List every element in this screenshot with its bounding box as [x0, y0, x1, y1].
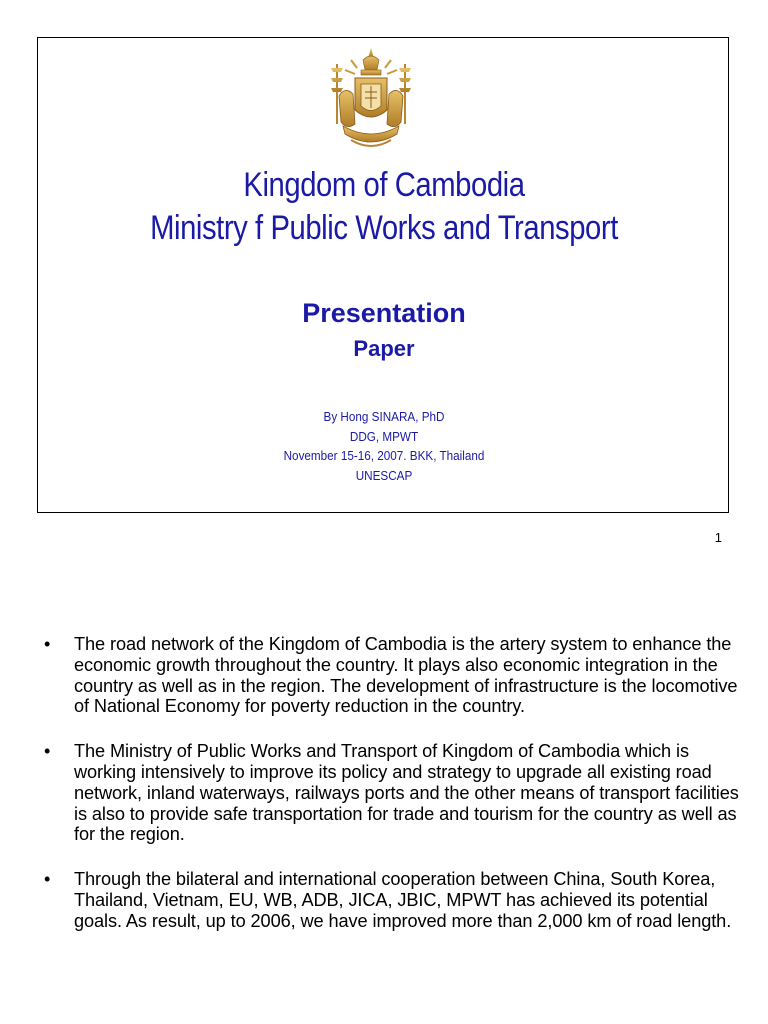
author-position: DDG, MPWT [349, 428, 419, 444]
slide-title-line-2: Ministry f Public Works and Transport [150, 209, 618, 247]
bullet-text: The Ministry of Public Works and Transport of Kingdom of Cambodia which is working intensively to improve its policy and strategy to upgrade all existing road network, inland waterways, railways ports and the other means of transport facilities is also to provide safe transportation for trade and tourism for the country as well as for the region. [74, 741, 739, 845]
bullet-text: Through the bilateral and international cooperation between China, South Korea, Thailand, Vietnam, EU, WB, ADB, JICA, JBIC, MPWT has achieved its potential goals. As result, up to 2006, we have improved more than 2,000 km of road length. [74, 869, 732, 931]
bullet-item [40, 634, 740, 717]
bullet-item [40, 869, 740, 931]
organization-name: UNESCAP [355, 467, 413, 483]
bullet-icon: • [44, 634, 51, 654]
presentation-title: Presentation [302, 298, 466, 328]
presentation-subtitle: Paper [353, 336, 415, 361]
bullet-item [40, 741, 740, 845]
bullet-text: The road network of the Kingdom of Cambodia is the artery system to enhance the economic growth throughout the country. It plays also economic integration in the country as well as in the region. The development of infrastructure is the locomotive of National Economy for poverty reduction in the country. [74, 634, 738, 717]
byline-block [38, 407, 729, 485]
page-number: 1 [714, 530, 722, 545]
bullet-icon: • [44, 741, 51, 762]
royal-arms-of-cambodia-icon [325, 46, 417, 156]
date-and-place: November 15-16, 2007. BKK, Thailand [283, 448, 485, 463]
author-name: By Hong SINARA, PhD [323, 409, 445, 424]
slide-title-line-1: Kingdom of Cambodia [243, 166, 525, 204]
bullet-list [40, 634, 740, 956]
bullet-icon: • [44, 869, 51, 890]
